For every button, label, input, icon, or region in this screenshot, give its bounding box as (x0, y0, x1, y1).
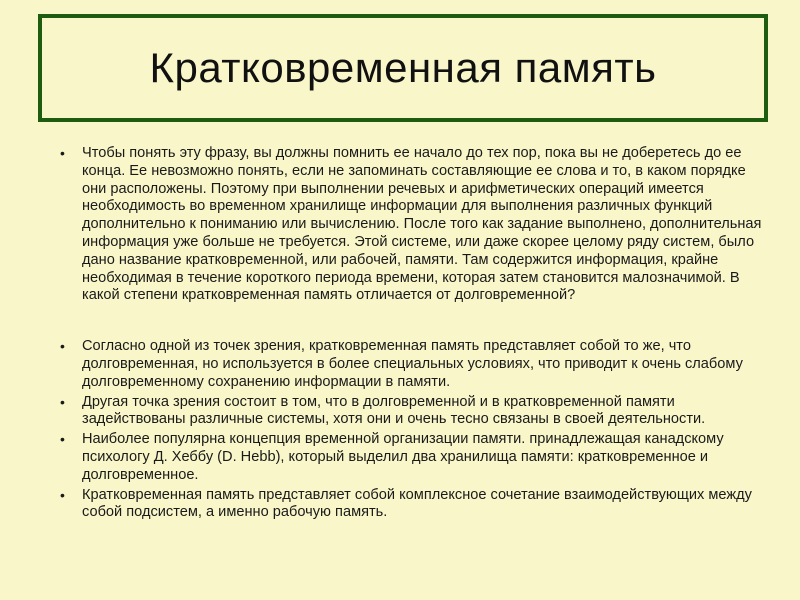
bullet-item (60, 487, 770, 523)
bullet-marker: • (60, 486, 65, 503)
bullet-item (60, 338, 770, 391)
bullet-marker: • (60, 145, 65, 161)
bullet-text: Чтобы понять эту фразу, вы должны помнить ее начало до тех пор, пока вы не доберетесь до ее конца. Ее невозможно понять, если не запоминать составляющие ее слова и то, в каком порядке они расположены. Поэтому при выполнении речевых и арифметических операций имеется необходимость во временном хранилище информации для выполнения различных функций дополнительно к пониманию или вычислению. После того как задание выполнено, дополнительная информация уже больше не требуется. Этой системе, или даже скорее целому ряду систем, было дано название кратковременной, или рабочей, памяти. Там содержится информация, крайне необходимая в течение короткого периода времени, которая затем становится малозначимой. В какой степени кратковременная память отличается от долговременной? (82, 145, 762, 304)
bullet-item (60, 145, 770, 305)
bullet-text: Согласно одной из точек зрения, кратковременная память представляет собой то же, что долговременная, но используется в более специальных условиях, что приводит к очень слабому долговременному сохранению информации в памяти. (82, 338, 743, 390)
bullet-marker: • (60, 393, 65, 410)
bullet-text: Другая точка зрения состоит в том, что в долговременной и в кратковременной памяти задействованы различные системы, хотя они и очень тесно связаны в своей деятельности. (82, 393, 706, 428)
bullet-marker: • (60, 338, 65, 355)
bullet-item (60, 431, 770, 484)
slide-title: Кратковременная память (149, 44, 657, 91)
bullet-marker: • (60, 431, 65, 448)
bullet-list (60, 145, 770, 524)
title-box (38, 14, 768, 122)
bullet-text: Кратковременная память представляет собой комплексное сочетание взаимодействующих между собой подсистем, а именно рабочую память. (82, 486, 752, 521)
bullet-item (60, 394, 770, 430)
bullet-text: Наиболее популярна концепция временной организации памяти. принадлежащая канадскому психологу Д. Хеббу (D. Hebb), который выделил два хранилища памяти: кратковременное и долговременное. (82, 431, 724, 483)
